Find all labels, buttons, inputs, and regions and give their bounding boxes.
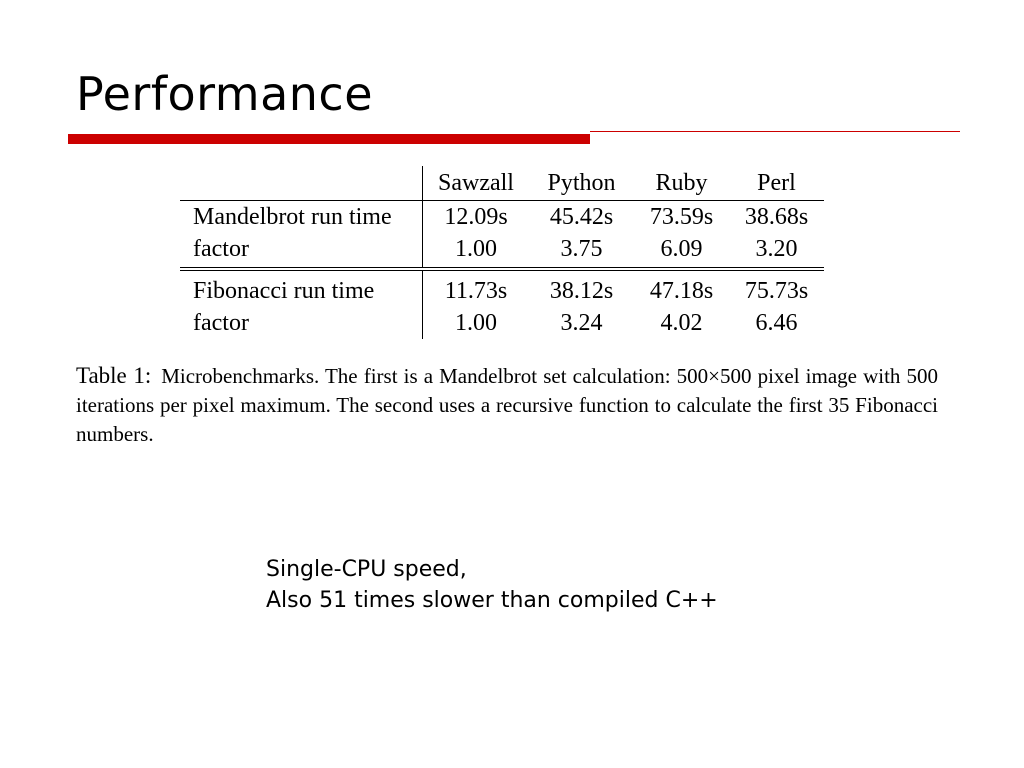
benchmark-table [180,166,824,339]
row-label: factor [180,233,422,269]
table-header-ruby: Ruby [634,166,730,200]
table-cell: 75.73s [744,277,809,304]
table-caption [76,361,938,449]
fibonacci-group [180,269,824,339]
table-cell: 4.02 [660,309,703,336]
mandelbrot-group [180,200,824,269]
title-underline-thin [590,131,960,132]
performance-note [266,554,718,616]
slide-title: Performance [76,67,373,121]
table-row [180,200,824,233]
table-cell: 3.24 [560,309,603,336]
table-cell: 1.00 [422,307,530,339]
table-row [180,233,824,269]
table-header-python: Python [530,166,634,200]
table-cell: 11.73s [422,269,530,307]
table-cell: 3.20 [730,233,824,269]
row-label: Fibonacci run time [193,277,375,304]
table-cell: 73.59s [649,203,714,230]
table-cell: 1.00 [422,233,530,269]
row-label: Mandelbrot run time [193,203,392,230]
table-header-row [180,166,824,200]
table-header-empty [180,166,422,200]
table-cell: 12.09s [422,200,530,233]
table-cell: 38.12s [549,277,614,304]
table-cell: 6.09 [634,233,730,269]
row-label: factor [193,309,249,336]
table-cell: 3.75 [530,233,634,269]
table-cell: 47.18s [649,277,714,304]
table-row [180,269,824,307]
table-header-sawzall: Sawzall [422,166,530,200]
table-row [180,307,824,339]
caption-label: Table 1: [76,363,152,388]
table-header-perl: Perl [730,166,824,200]
note-line-1: Single-CPU speed, [266,557,467,582]
table-cell: 45.42s [549,203,614,230]
note-line-2: Also 51 times slower than compiled C++ [266,588,718,613]
title-underline-thick [68,134,590,144]
table-cell: 38.68s [744,203,809,230]
table-cell: 6.46 [755,309,798,336]
caption-text: Microbenchmarks. The first is a Mandelbrot set calculation: 500×500 pixel image with 500 iterations per pixel maximum. The second uses a recursive function to calculate the first 35 Fibonacci numbers. [76,364,938,446]
